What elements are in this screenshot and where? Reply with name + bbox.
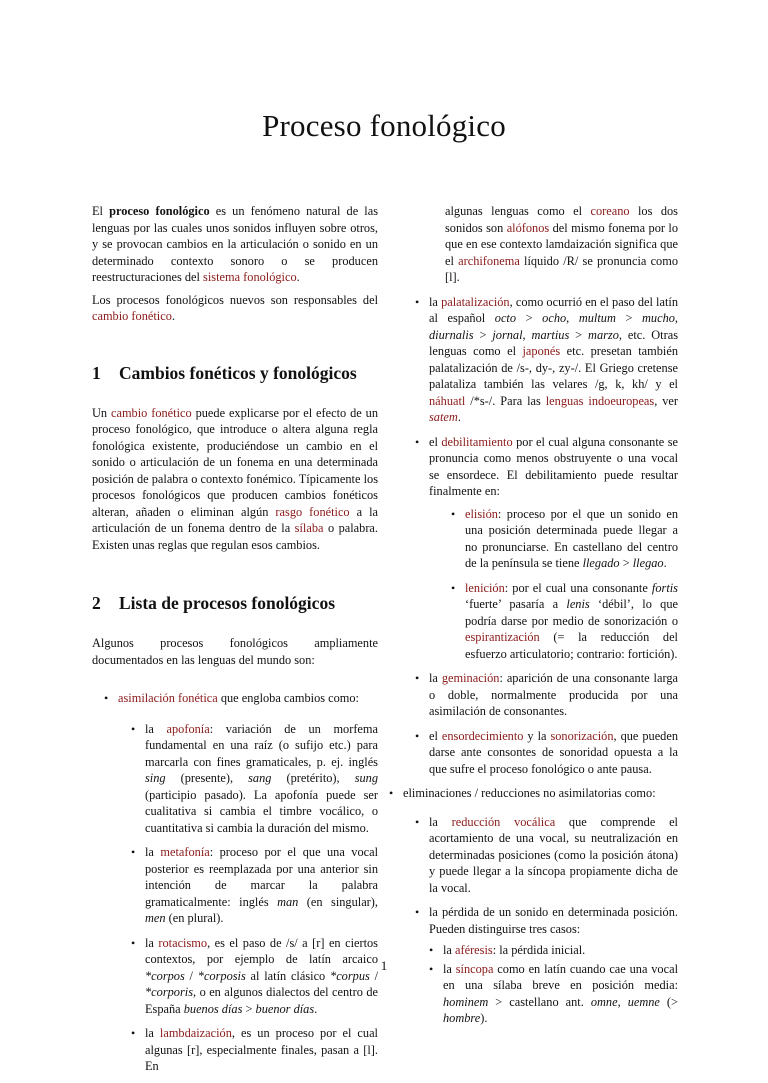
link-sonorizacion[interactable]: sonorización [550, 728, 614, 743]
list-item-debilitamiento: • el debilitamiento por el cual alguna consonante se pronuncia como menos obstruyente o una vocal se ensordece. El debilitamiento puede resultar finalmente en: • elisión: proceso por el que un sonido en una posición determinada puede llegar a no pronunciarse. En castellano del centro de la península se tiene llegado > llegao. • lenición: por el cual una consonante fortis ‘fuerte’ pasaría a lenis ‘débil’, lo que podría darse por medio de sonorización o espirantización (= la reducción del esfuerzo articulatorio; contrario: fortición). [429, 434, 678, 663]
link-alofonos[interactable]: alófonos [506, 220, 550, 235]
link-sistema-fonologico[interactable]: sistema fonológico [203, 270, 297, 284]
link-coreano[interactable]: coreano [590, 204, 630, 218]
link-lambdaizacion[interactable]: lambdaización [159, 1026, 232, 1040]
link-ensordecimiento[interactable]: ensordecimiento [441, 728, 524, 743]
list-item-apofonia: • la apofonía: variación de un morfema fundamental en una raíz (o sufijo etc.) para marcarla con fines gramaticales, p. ej. inglés sing (presente), sang (pretérito), sung (participio pasado). La apofonía puede ser cualitativa si cambia el timbre vocálico, o cuantitativa si cambia la duración del mismo. [145, 721, 378, 837]
link-elision[interactable]: elisión [465, 506, 498, 521]
section-2-intro: Algunos procesos fonológicos ampliamente documentados en las lenguas del mundo son: [92, 636, 378, 667]
list-item-lambdaizacion: • la lambdaización, es un proceso por el cual algunas [r], especialmente finales, pasan a [l]. En [145, 1025, 378, 1075]
page-number: 1 [380, 958, 388, 973]
list-item-aferesis: • la aféresis: la pérdida inicial. [443, 942, 678, 959]
left-column [92, 203, 378, 1083]
debilitamiento-sublist [429, 506, 678, 663]
link-lenguas-indoeuropeas[interactable]: lenguas indoeuropeas [545, 393, 655, 408]
intro-paragraph-2: Los procesos fonológicos nuevos son responsables del cambio fonético. [92, 292, 378, 323]
section-1-heading: 1 Cambios fonéticos y fonológicos [92, 362, 357, 383]
link-aferesis[interactable]: aféresis [455, 943, 493, 957]
link-silaba[interactable]: sílaba [294, 521, 324, 535]
process-list [92, 690, 378, 1075]
link-debilitamiento[interactable]: debilitamiento [441, 434, 513, 449]
list-item-rotacismo: • la rotacismo, es el paso de /s/ a [r] en ciertos contextos, por ejemplo de latín arcaico *corpos / *corposis al latín clásico *corpus / *corporis, o en algunos dialectos del centro de España buenos días > buenor días. [145, 935, 378, 1018]
link-geminacion[interactable]: geminación [441, 671, 500, 685]
eliminaciones-list [403, 785, 678, 1027]
section-2-heading: 2 Lista de procesos fonológicos [92, 593, 335, 613]
link-lenicion[interactable]: lenición [465, 580, 505, 595]
link-apofonia[interactable]: apofonía [166, 721, 210, 736]
link-asimilacion-fonetica[interactable]: asimilación fonética [118, 691, 218, 705]
link-archifonema[interactable]: archifonema [458, 253, 520, 268]
eliminaciones-sublist [403, 814, 678, 1027]
list-item-palatalizacion: • la palatalización, como ocurrió en el paso del latín al español octo > ocho, multum > mucho, diurnalis > jornal, martius > marzo, etc. Otras lenguas como el japonés etc. presetan también palatalización de /s-, dy-, zy-/. El Griego cretense palataliza también las velares /g, k, kh/ y el náhuatl /*s-/. Para las lenguas indoeuropeas, ver satem. [429, 294, 678, 426]
asimilacion-sublist [118, 721, 378, 1075]
list-item-ensordecimiento: • el ensordecimiento y la sonorización, que pueden darse ante consontes de sonoridad opuesta a la que sufre el proceso fonológico o ante pausa. [429, 728, 678, 778]
link-espirantizacion[interactable]: espirantización [465, 630, 540, 644]
link-cambio-fonetico[interactable]: cambio fonético [92, 309, 172, 323]
link-sincopa[interactable]: síncopa [455, 961, 494, 976]
link-nahuatl[interactable]: náhuatl [429, 393, 466, 408]
list-item-metafonia: • la metafonía: proceso por el que una vocal posterior es reemplazada por una anterior sin intención de marcar la palabra gramaticalmente: inglés man (en singular), men (en plural). [145, 844, 378, 927]
list-item-reduccion-vocalica: • la reducción vocálica que comprende el acortamiento de una vocal, su neutralización en determinadas posiciones (como la posición átona) y puede llegar a la síncopa propiamente dicha de la vocal. [429, 814, 678, 897]
intro-paragraph: El proceso fonológico es un fenómeno natural de las lenguas por las cuales unos sonidos influyen sobre otros, y se provocan cambios en la articulación o sonido en un determinado contexto sonoro o se producen reestructuraciones del sistema fonológico. [92, 204, 379, 284]
link-satem[interactable]: satem [429, 410, 458, 424]
list-item-elision: • elisión: proceso por el que un sonido en una posición determinada puede llegar a no pronunciarse. En castellano del centro de la península se tiene llegado > llegao. [465, 506, 678, 572]
link-rotacismo[interactable]: rotacismo [158, 935, 208, 950]
list-item-lenicion: • lenición: por el cual una consonante fortis ‘fuerte’ pasaría a lenis ‘débil’, lo que podría darse por medio de sonorización o espirantización (= la reducción del esfuerzo articulatorio; contrario: fortición). [465, 580, 678, 663]
link-metafonia[interactable]: metafonía [160, 845, 210, 859]
link-cambio-fonetico-2[interactable]: cambio fonético [111, 405, 192, 420]
list-item-perdida: • la pérdida de un sonido en determinada posición. Pueden distinguirse tres casos: • la aféresis: la pérdida inicial. • la síncopa como en latín cuando cae una vocal en una sílaba breve en posición media: hominem > castellano ant. omne, uemne (> hombre). [429, 904, 678, 1027]
link-japones[interactable]: japonés [522, 344, 561, 358]
list-item-eliminaciones: • eliminaciones / reducciones no asimilatorias como: • la reducción vocálica que comprende el acortamiento de una vocal, su neutralización en determinadas posiciones (como la posición átona) y puede llegar a la síncopa propiamente dicha de la vocal. • la pérdida de un sonido en determinada posición. Pueden distinguirse tres casos: • la aféresis: la pérdida inicial. • la síncopa como en latín cuando cae una vocal en una sílaba breve en posición media: hominem > castellano ant. omne, uemne (> hombre). [403, 785, 678, 1027]
perdida-sublist [429, 942, 678, 1027]
link-palatalizacion[interactable]: palatalización [441, 294, 510, 309]
link-reduccion-vocalica[interactable]: reducción vocálica [451, 814, 556, 829]
right-column [403, 203, 678, 1035]
lambdaizacion-continuation: algunas lenguas como el coreano los dos sonidos son alófonos del mismo fonema por lo que en ese contexto lamdaización significa que el archifonema líquido /R/ se pronuncia como [l]. [445, 204, 678, 284]
list-item-geminacion: • la geminación: aparición de una consonante larga o doble, normalmente producida por una asimilación de consonantes. [429, 670, 678, 720]
link-rasgo-fonetico[interactable]: rasgo fonético [275, 504, 350, 519]
section-1-paragraph: Un cambio fonético puede explicarse por el efecto de un proceso fonológico, que introduce o altera alguna regla fonológica existente, produciéndose un cambio en el sonido o articulación de un fonema en una determinada posición de palabra o contexto fonémico. Típicamente los procesos fonológicos que producen cambios fonéticos alteran, añaden o eliminan algún rasgo fonético a la articulación de un fonema dentro de la sílaba o palabra. Existen unas reglas que regulan esos cambios. [92, 405, 379, 552]
page-title: Proceso fonológico [262, 108, 506, 143]
right-process-list [403, 294, 678, 778]
list-item-asimilacion: • asimilación fonética que engloba cambios como: • la apofonía: variación de un morfema fundamental en una raíz (o sufijo etc.) para marcarla con fines gramaticales, p. ej. inglés sing (presente), sang (pretérito), sung (participio pasado). La apofonía puede ser cualitativa si cambia el timbre vocálico, o cuantitativa si cambia la duración del mismo. • la metafonía: proceso por el que una vocal posterior es reemplazada por una anterior sin intención de marcar la palabra gramaticalmente: inglés man (en singular), men (en plural). • la rotacismo, es el paso de /s/ a [r] en ciertos contextos, por ejemplo de latín arcaico *corpos / *corposis al latín clásico *corpus / *corporis, o en algunos dialectos del centro de España buenos días > buenor días. • la lambdaización, es un proceso por el cual algunas [r], especialmente finales, pasan a [l]. En [118, 690, 378, 1075]
list-item-sincopa: • la síncopa como en latín cuando cae una vocal en una sílaba breve en posición media: hominem > castellano ant. omne, uemne (> hombre). [443, 961, 678, 1027]
